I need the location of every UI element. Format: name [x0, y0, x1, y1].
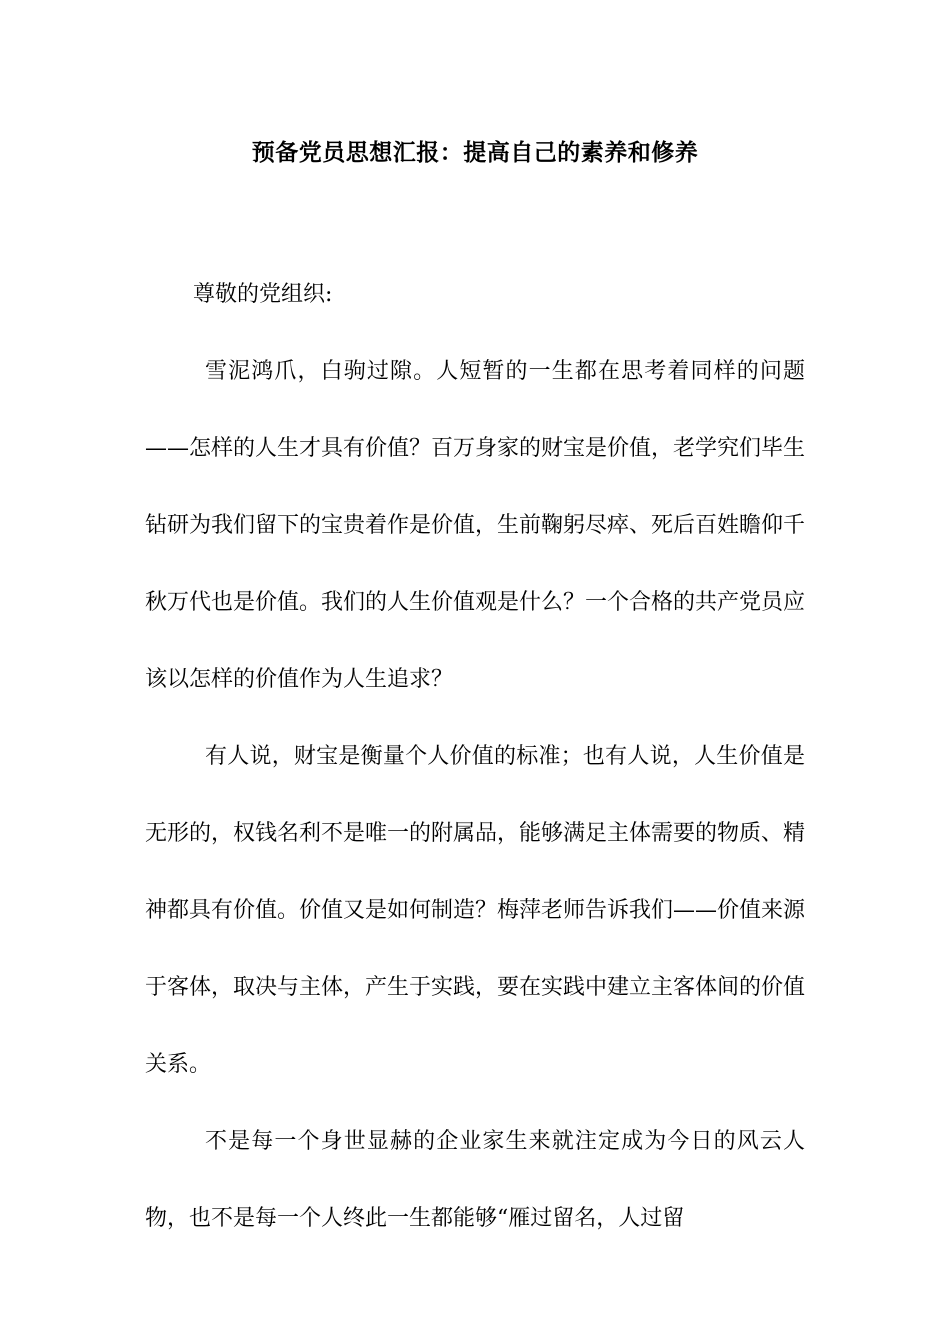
paragraph-1: 雪泥鸿爪，白驹过隙。人短暂的一生都在思考着同样的问题——怎样的人生才具有价值？百万身家的财宝是价值，老学究们毕生钻研为我们留下的宝贵着作是价值，生前鞠躬尽瘁、死后百姓瞻仰千秋万代也是价值。我们的人生价值观是什么？一个合格的共产党员应该以怎样的价值作为人生追求？ — [145, 359, 806, 692]
paragraph-2: 有人说，财宝是衡量个人价值的标准；也有人说，人生价值是无形的，权钱名利不是唯一的附属品，能够满足主体需要的物质、精神都具有价值。价值又是如何制造？梅萍老师告诉我们——价值来源于客体，取决与主体，产生于实践，要在实践中建立主客体间的价值关系。 — [145, 744, 806, 1077]
document-body — [145, 256, 805, 1257]
document-title: 预备党员思想汇报：提高自己的素养和修养 — [251, 139, 699, 166]
salutation: 尊敬的党组织: — [193, 282, 333, 307]
paragraph-3: 不是每一个身世显赫的企业家生来就注定成为今日的风云人物，也不是每一个人终此一生都能够“雁过留名，人过留 — [145, 1129, 805, 1231]
